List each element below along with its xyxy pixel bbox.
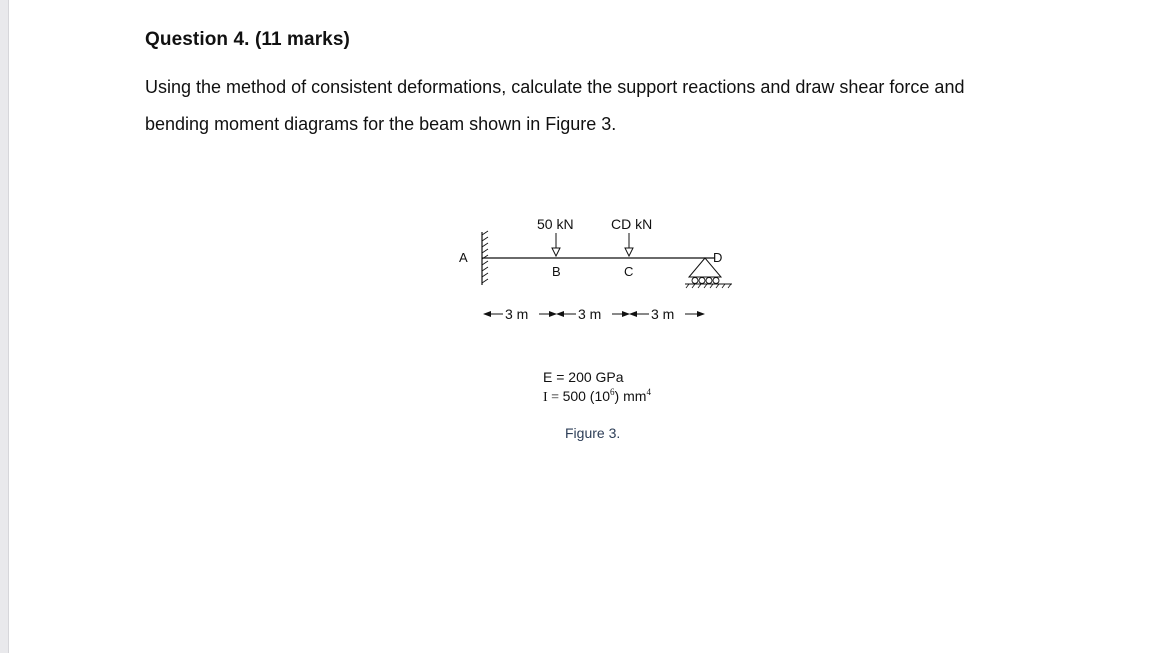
modulus-line: E = 200 GPa (543, 369, 624, 385)
inertia-line (543, 387, 651, 407)
inertia-value: 500 (10 (562, 388, 611, 404)
question-title: Question 4. (11 marks) (145, 29, 350, 50)
inertia-exponent: 6 (610, 387, 615, 397)
load-arrow-b (552, 233, 560, 256)
inertia-prefix: I = (543, 390, 563, 405)
beam-diagram (440, 200, 760, 330)
load-label-b: 50 kN (537, 216, 574, 232)
page-left-edge (0, 0, 9, 653)
node-label-d: D (713, 250, 723, 265)
node-label-b: B (552, 264, 561, 279)
span-label-bc: 3 m (578, 306, 602, 322)
figure-caption: Figure 3. (565, 425, 621, 441)
inertia-close: ) mm (614, 388, 647, 404)
node-label-c: C (624, 264, 634, 279)
question-body-line-1: Using the method of consistent deformations, calculate the support reactions and draw shear force and (145, 77, 965, 97)
span-label-ab: 3 m (505, 306, 529, 322)
load-label-c: CD kN (611, 216, 653, 232)
load-arrow-c (625, 233, 633, 256)
question-body-line-2: bending moment diagrams for the beam shown in Figure 3. (145, 114, 617, 134)
inertia-unit-exponent: 4 (646, 387, 651, 397)
question-body (145, 69, 1085, 143)
span-label-cd: 3 m (651, 306, 675, 322)
node-label-a: A (459, 250, 468, 265)
roller-support-d (685, 258, 732, 288)
material-properties (543, 368, 651, 407)
beam-figure (440, 200, 760, 330)
